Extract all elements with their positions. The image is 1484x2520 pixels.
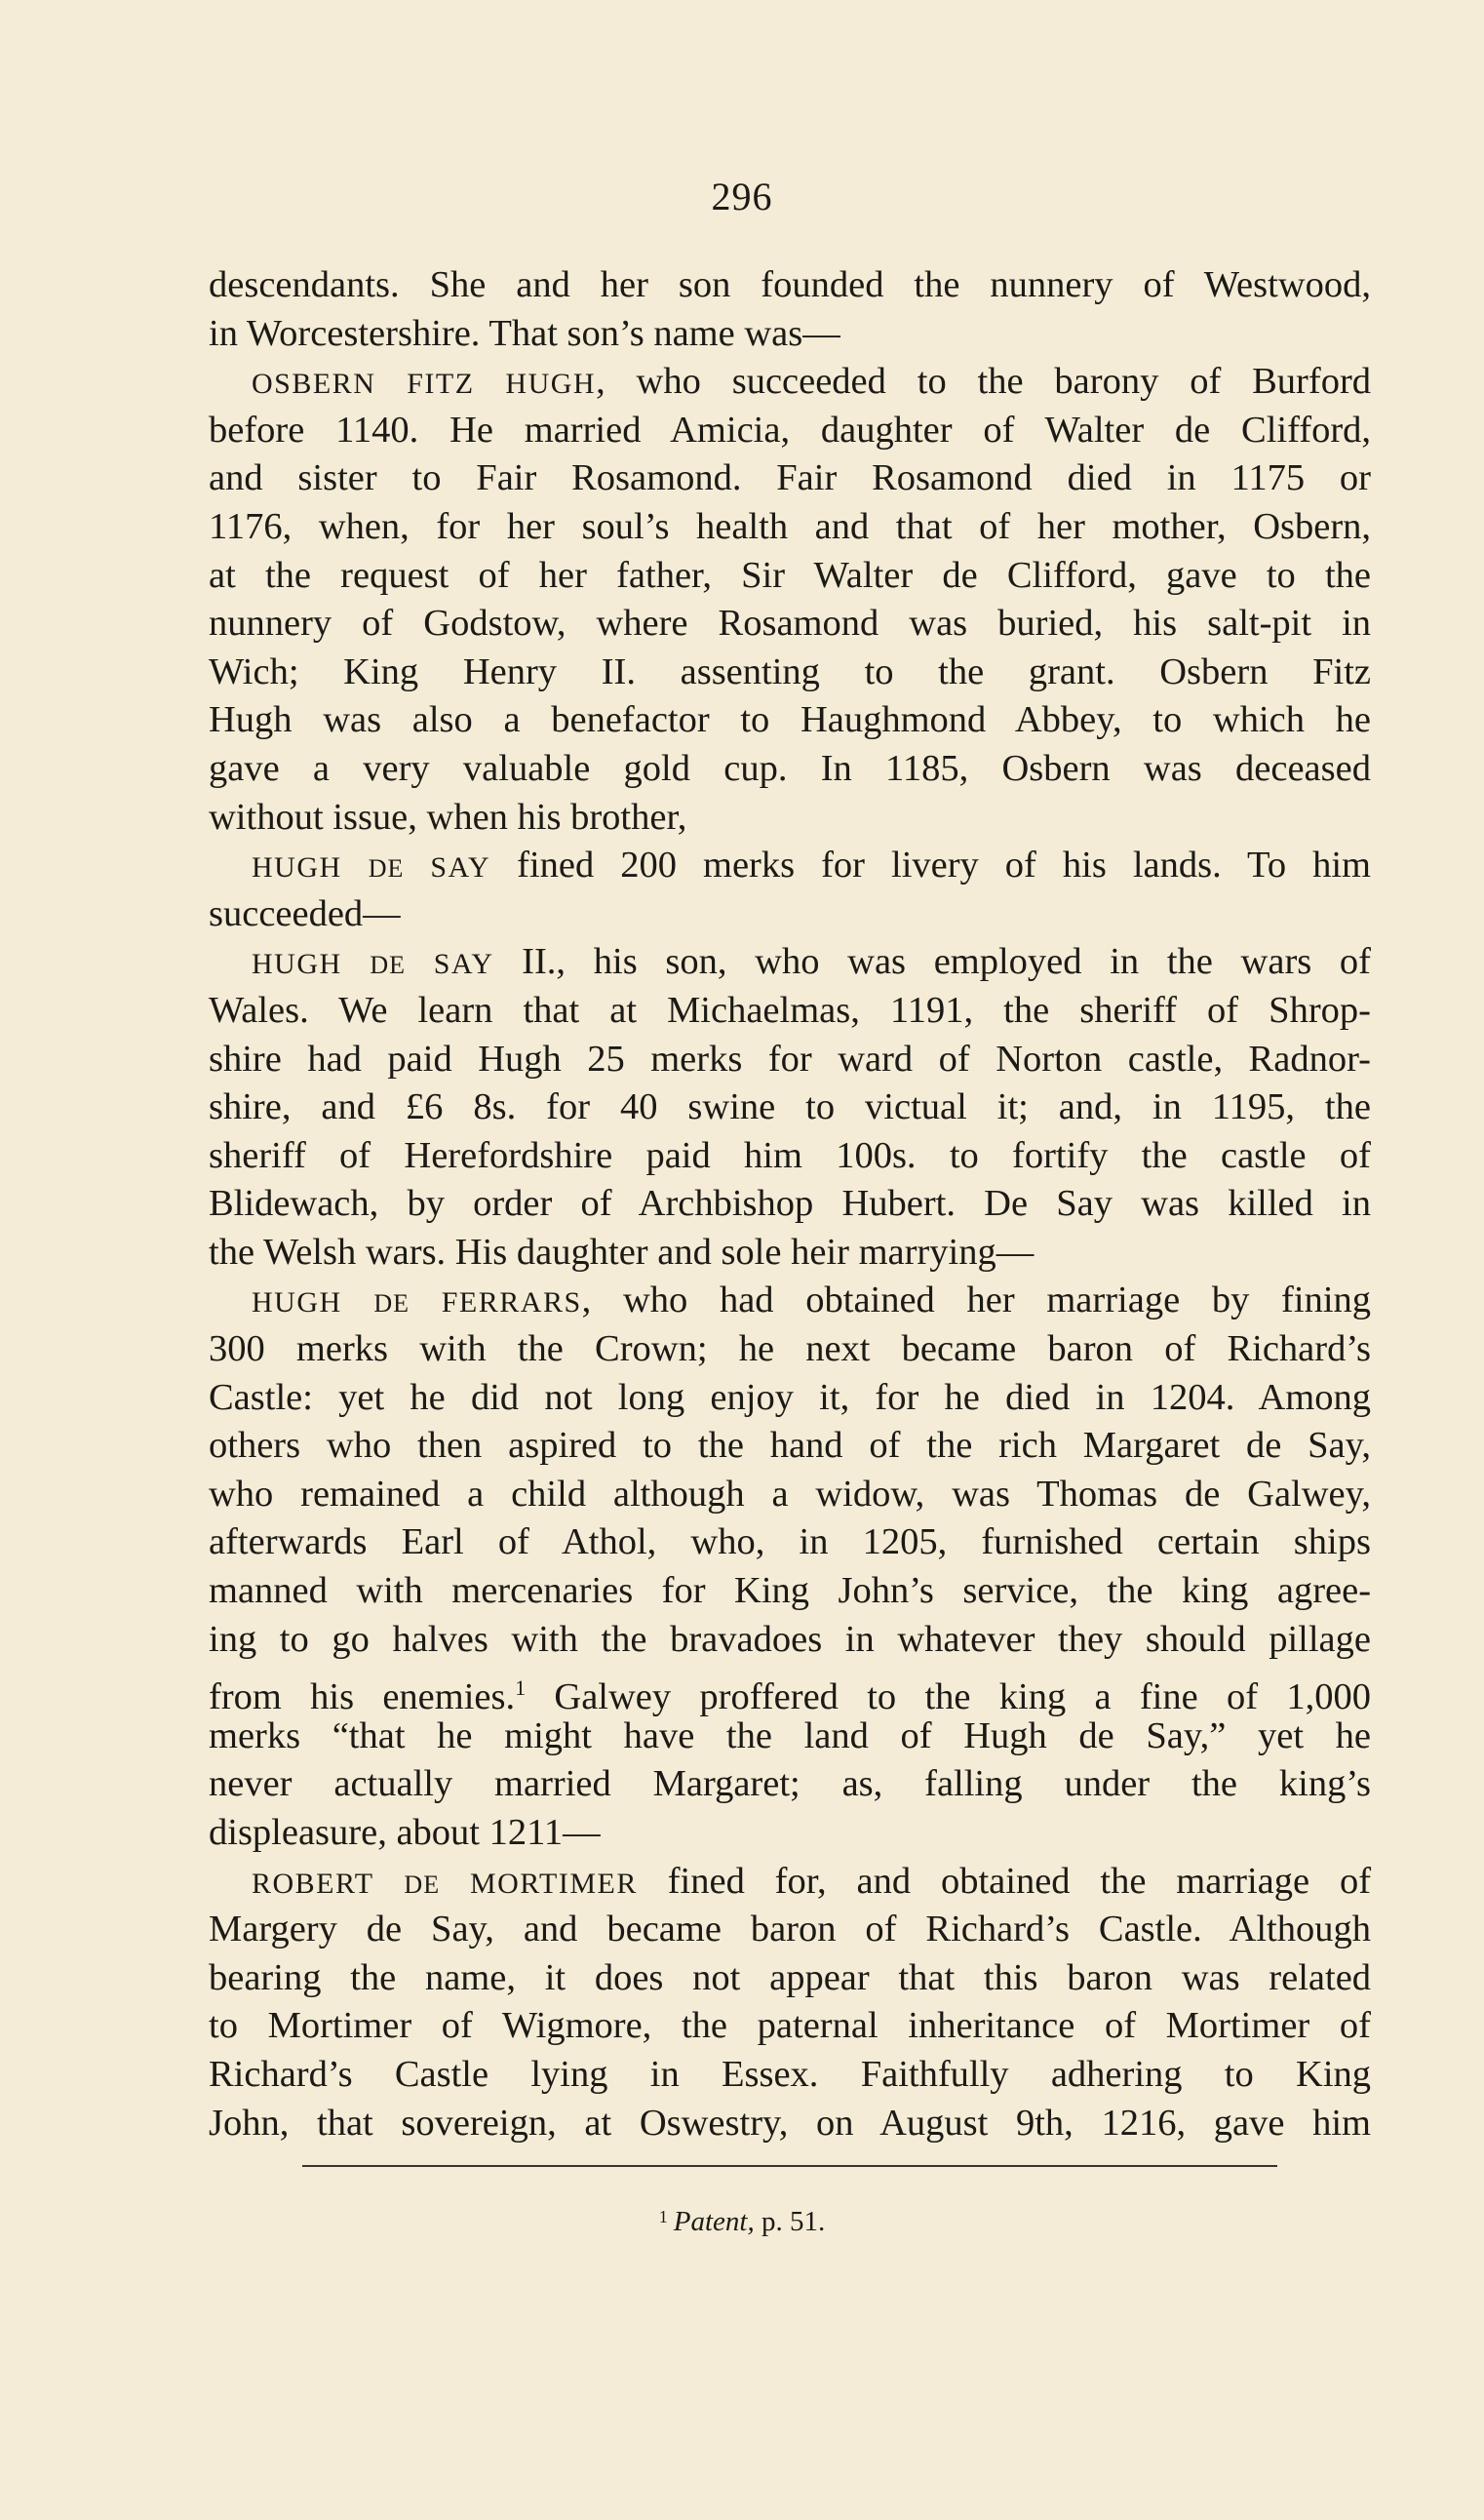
text-line: Wales. We learn that at Michaelmas, 1191, the sheriff of Shrop- (209, 989, 1371, 1031)
text-line: others who then aspired to the hand of the rich Margaret de Say, (209, 1425, 1372, 1467)
text-run: Galwey proffered to the king a fine of 1,000 (526, 1676, 1371, 1718)
text-line: shire had paid Hugh 25 merks for ward of Norton castle, Radnor- (209, 1038, 1371, 1080)
footnote-source: Patent, (673, 2206, 755, 2237)
text-line: the Welsh wars. His daughter and sole heir marrying— (209, 1231, 1035, 1273)
text-line: before 1140. He married Amicia, daughter of Walter de Clifford, (209, 409, 1372, 451)
footnote (0, 2206, 1484, 2238)
text-run: , who succeeded to the barony of Burford (596, 361, 1372, 403)
person-name: SAY (433, 948, 494, 981)
paragraph-robert-de-mortimer (209, 1858, 1371, 1907)
person-name: HUGH (252, 948, 342, 981)
text-line: Wich; King Henry II. assenting to the grant. Osbern Fitz (209, 650, 1371, 692)
footnote-divider (302, 2165, 1277, 2167)
text-run: , who had obtained her marriage by fining (581, 1280, 1372, 1321)
text-line: Castle: yet he did not long enjoy it, for he died in 1204. Among (209, 1376, 1371, 1418)
text-line: nunnery of Godstow, where Rosamond was buried, his salt-pit in (209, 603, 1372, 645)
footnote-page: p. 51. (761, 2206, 826, 2237)
text-line: shire, and £6 8s. for 40 swine to victual it; and, in 1195, the (209, 1086, 1371, 1128)
person-name: DE (370, 951, 407, 980)
text-line: bearing the name, it does not appear that this baron was related (209, 1956, 1372, 1998)
paragraph-hugh-de-say (209, 842, 1371, 890)
text-line: to Mortimer of Wigmore, the paternal inheritance of Mortimer of (209, 2005, 1371, 2047)
paragraph-hugh-de-ferrars (209, 1277, 1371, 1325)
text-line: Hugh was also a benefactor to Haughmond Abbey, to which he (209, 699, 1372, 741)
text-line: who remained a child although a widow, was Thomas de Galwey, (209, 1473, 1372, 1515)
person-name: DE (368, 854, 405, 884)
text-line: Blidewach, by order of Archbishop Hubert. De Say was killed in (209, 1183, 1372, 1225)
footnote-marker: 1 (658, 2207, 668, 2226)
text-line: afterwards Earl of Athol, who, in 1205, furnished certain ships (209, 1521, 1371, 1563)
person-name: SAY (430, 851, 491, 885)
text-run: fined 200 merks for livery of his lands. To him (490, 845, 1371, 886)
text-line: and sister to Fair Rosamond. Fair Rosamond died in 1175 or (209, 457, 1371, 499)
person-name: DE (404, 1870, 441, 1899)
text-line: succeeded— (209, 892, 401, 934)
text-line: sheriff of Herefordshire paid him 100s. to fortify the castle of (209, 1134, 1371, 1176)
text-run: II., his son, who was employed in the wars of (493, 941, 1372, 983)
paragraph-osbern (209, 358, 1371, 407)
text-line: merks “that he might have the land of Hugh de Say,” yet he (209, 1714, 1371, 1756)
text-line: displeasure, about 1211— (209, 1812, 601, 1853)
body-text (209, 261, 1371, 2147)
text-line-with-footnote (209, 1664, 1371, 1718)
text-line: 1176, when, for her soul’s health and that of her mother, Osbern, (209, 505, 1372, 547)
text-line: Richard’s Castle lying in Essex. Faithfully adhering to King (209, 2053, 1372, 2095)
text-line: at the request of her father, Sir Walter de Clifford, gave to the (209, 554, 1372, 596)
person-name: HUGH (252, 1286, 342, 1319)
person-name: ROBERT (252, 1867, 374, 1900)
text-line: gave a very valuable gold cup. In 1185, Osbern was deceased (209, 747, 1371, 789)
person-name: FITZ (407, 368, 475, 401)
text-run: from his enemies. (209, 1676, 516, 1718)
footnote-marker: 1 (515, 1675, 527, 1701)
text-line: 300 merks with the Crown; he next became baron of Richard’s (209, 1328, 1372, 1370)
person-name: HUGH (505, 368, 597, 401)
text-line: never actually married Margaret; as, falling under the king’s (209, 1763, 1372, 1805)
text-line: Margery de Say, and became baron of Richard’s Castle. Although (209, 1909, 1371, 1950)
text-run: fined for, and obtained the marriage of (637, 1860, 1372, 1902)
person-name: MORTIMER (469, 1867, 638, 1900)
text-line: manned with mercenaries for King John’s service, the king agree- (209, 1570, 1372, 1612)
person-name: HUGH (252, 851, 342, 885)
paragraph-hugh-de-say-ii (209, 938, 1371, 987)
person-name: FERRARS (441, 1286, 582, 1319)
text-line: in Worcestershire. That son’s name was— (209, 312, 840, 354)
text-line: without issue, when his brother, (209, 796, 687, 838)
person-name: OSBERN (252, 368, 376, 401)
person-name: DE (373, 1289, 410, 1319)
text-line: John, that sovereign, at Oswestry, on August 9th, 1216, gave him (209, 2102, 1372, 2144)
page-number: 296 (711, 175, 773, 218)
text-line: descendants. She and her son founded the nunnery of Westwood, (209, 264, 1371, 305)
text-line: ing to go halves with the bravadoes in whatever they should pillage (209, 1618, 1371, 1660)
